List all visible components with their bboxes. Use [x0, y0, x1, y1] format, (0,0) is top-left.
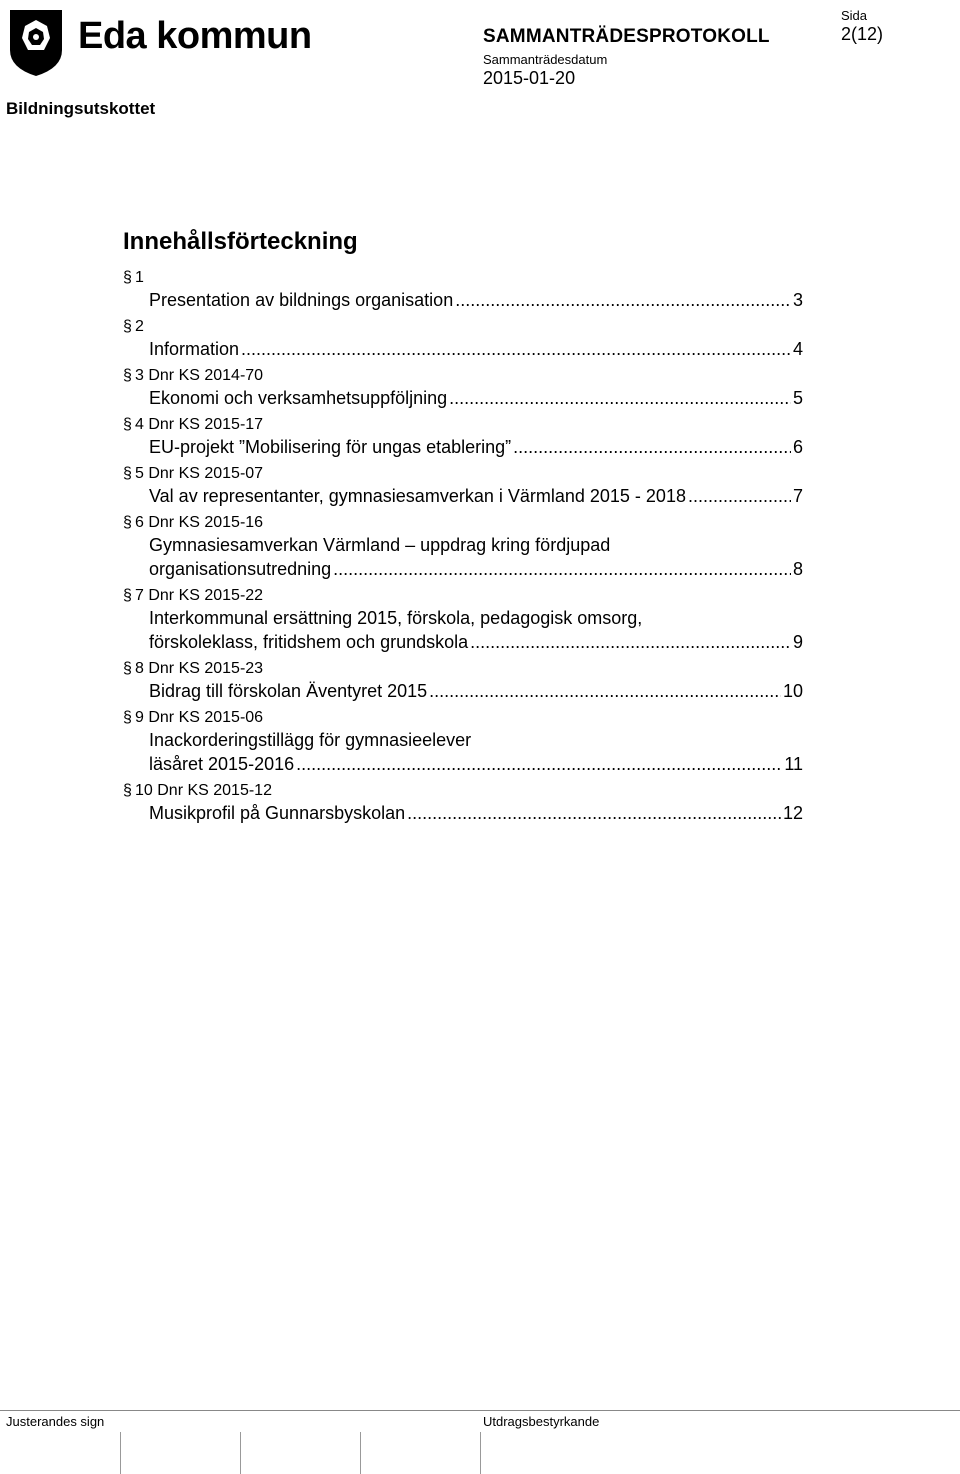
committee-name: Bildningsutskottet — [6, 99, 156, 118]
toc-entry-title-text: organisationsutredning — [149, 559, 332, 579]
toc-entry-number: 1 — [135, 269, 144, 286]
toc-entry — [123, 586, 803, 654]
toc-entry-title-text: Presentation av bildnings organisation — [149, 290, 454, 310]
section-symbol: § — [123, 782, 132, 799]
toc-entry-heading — [123, 366, 803, 386]
municipality-crest-icon — [6, 6, 66, 78]
toc-entry — [123, 317, 803, 361]
toc-entry-title-text: förskoleklass, fritidshem och grundskola — [149, 632, 469, 652]
toc-page-number: 11 — [784, 754, 803, 774]
toc-entry-title-text: Ekonomi och verksamhetsuppföljning — [149, 388, 448, 408]
toc-entry-heading — [123, 464, 803, 484]
toc-entry-title: Inackorderingstillägg för gymnasieelever — [149, 730, 472, 750]
section-symbol: § — [123, 318, 132, 335]
extract-certification-label: Utdragsbestyrkande — [483, 1414, 600, 1429]
toc-entry-title: Gymnasiesamverkan Värmland – uppdrag kring fördjupad — [149, 535, 611, 555]
toc-entry-title — [149, 557, 803, 581]
toc-entry-title — [149, 435, 803, 459]
dot-leader — [470, 630, 791, 654]
signature-box — [360, 1432, 361, 1474]
toc-entry-title — [149, 484, 803, 508]
toc-entry-heading — [123, 268, 803, 288]
toc-entry-title — [149, 801, 803, 825]
meeting-date-label: Sammanträdesdatum — [483, 52, 608, 67]
toc-page-number: 12 — [782, 803, 803, 823]
adjuster-signature-label: Justerandes sign — [6, 1414, 105, 1429]
section-symbol: § — [123, 709, 132, 726]
toc-entry — [123, 366, 803, 410]
toc-entry-title-text: Information — [149, 339, 240, 359]
toc-entry-title — [149, 288, 803, 312]
dot-leader — [513, 435, 791, 459]
section-symbol: § — [123, 416, 132, 433]
toc-page-number: 3 — [792, 290, 803, 310]
toc-entry-title — [149, 679, 803, 703]
toc-page-number: 6 — [792, 437, 803, 457]
toc-page-number: 8 — [792, 559, 803, 579]
toc-entry-heading — [123, 781, 803, 801]
dot-leader — [688, 484, 791, 508]
section-symbol: § — [123, 367, 132, 384]
section-symbol: § — [123, 587, 132, 604]
toc-entry — [123, 268, 803, 312]
toc-entry-heading — [123, 708, 803, 728]
toc-entry — [123, 659, 803, 703]
toc-list — [123, 268, 803, 830]
toc-entry-number: 8 Dnr KS 2015-23 — [135, 660, 264, 677]
dot-leader — [455, 288, 791, 312]
toc-entry-title-text: Val av representanter, gymnasiesamverkan i Värmland 2015 - 2018 — [149, 486, 686, 506]
toc-entry-title — [149, 386, 803, 410]
toc-entry — [123, 781, 803, 825]
toc-entry-heading — [123, 659, 803, 679]
toc-entry-heading — [123, 415, 803, 435]
document-type: SAMMANTRÄDESPROTOKOLL — [483, 26, 770, 47]
toc-entry-number: 3 Dnr KS 2014-70 — [135, 367, 264, 384]
dot-leader — [449, 386, 791, 410]
section-symbol: § — [123, 269, 132, 286]
toc-entry — [123, 415, 803, 459]
toc-entry-title — [149, 752, 803, 776]
toc-entry-number: 9 Dnr KS 2015-06 — [135, 709, 264, 726]
toc-entry-number: 5 Dnr KS 2015-07 — [135, 465, 264, 482]
toc-page-number: 7 — [792, 486, 803, 506]
page-number: 2(12) — [841, 24, 884, 44]
toc-entry-title — [149, 337, 803, 361]
section-symbol: § — [123, 660, 132, 677]
page-label: Sida — [841, 8, 868, 23]
signature-box — [120, 1432, 121, 1474]
toc-entry-number: 10 Dnr KS 2015-12 — [135, 782, 272, 799]
toc-entry-title-text: EU-projekt ”Mobilisering för ungas etablering” — [149, 437, 512, 457]
toc-entry-number: 6 Dnr KS 2015-16 — [135, 514, 264, 531]
toc-entry-heading — [123, 586, 803, 606]
toc-entry-number: 4 Dnr KS 2015-17 — [135, 416, 264, 433]
toc-entry-title-text: Bidrag till förskolan Äventyret 2015 — [149, 681, 428, 701]
toc-entry-heading — [123, 513, 803, 533]
toc-entry — [123, 513, 803, 581]
signature-box — [240, 1432, 241, 1474]
section-symbol: § — [123, 465, 132, 482]
dot-leader — [407, 801, 781, 825]
dot-leader — [333, 557, 791, 581]
municipality-name: Eda kommun — [78, 15, 312, 57]
toc-entry-title-text: Musikprofil på Gunnarsbyskolan — [149, 803, 406, 823]
toc-entry-title-text: läsåret 2015-2016 — [149, 754, 295, 774]
section-symbol: § — [123, 514, 132, 531]
footer-divider — [0, 1410, 960, 1411]
toc-entry-number: 2 — [135, 318, 144, 335]
toc-entry-number: 7 Dnr KS 2015-22 — [135, 587, 264, 604]
dot-leader — [241, 337, 791, 361]
toc-page-number: 9 — [792, 632, 803, 652]
toc-entry — [123, 708, 803, 776]
toc-page-number: 4 — [792, 339, 803, 359]
toc-page-number: 10 — [782, 681, 803, 701]
toc-page-number: 5 — [792, 388, 803, 408]
meeting-date: 2015-01-20 — [483, 68, 576, 88]
signature-box — [480, 1432, 481, 1474]
toc-entry-heading — [123, 317, 803, 337]
toc-title: Innehållsförteckning — [123, 228, 358, 255]
toc-entry-title — [149, 630, 803, 654]
dot-leader — [429, 679, 781, 703]
toc-entry-title: Interkommunal ersättning 2015, förskola, pedagogisk omsorg, — [149, 608, 643, 628]
toc-entry — [123, 464, 803, 508]
dot-leader — [296, 752, 782, 776]
